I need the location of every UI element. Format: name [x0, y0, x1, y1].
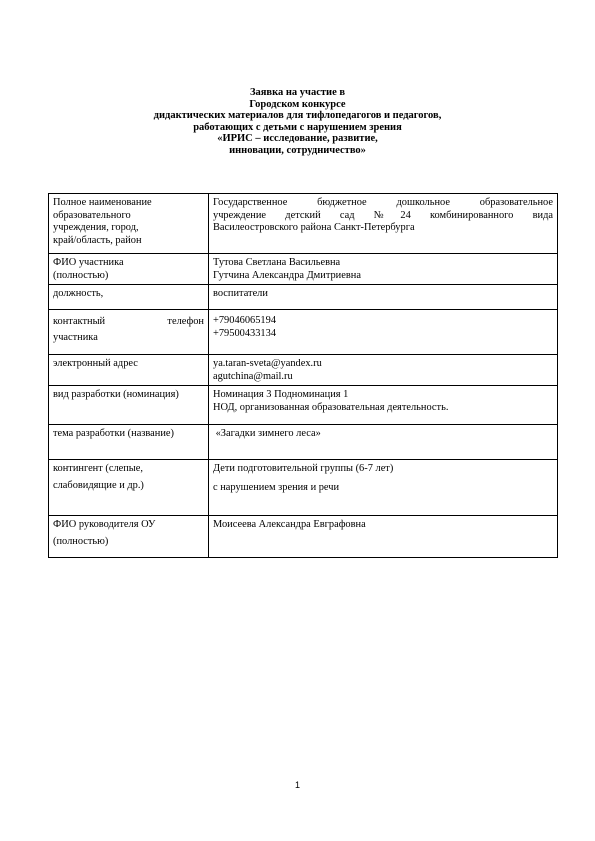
participant-name-value-line: Тутова Светлана Васильевна	[213, 257, 341, 268]
phone-value	[209, 310, 558, 355]
institution-label-line: образовательного	[53, 209, 131, 221]
topic-label-line: тема разработки (название)	[53, 428, 174, 440]
title-line-2: Городском конкурсе	[249, 98, 346, 110]
institution-label	[49, 194, 209, 254]
director-label-line: ФИО руководителя ОУ	[53, 519, 156, 531]
title-line-3: дидактических материалов для тифлопедагогов и педагогов,	[153, 110, 442, 122]
title-line-1: Заявка на участие в	[249, 87, 346, 98]
institution-value-line: Василеостровского района Санкт-Петербурга	[213, 222, 415, 234]
participant-name-label-line: ФИО участника	[53, 257, 124, 268]
row-topic	[49, 425, 558, 460]
title-line-5: «ИРИС – исследование, развитие,	[217, 133, 378, 145]
contingent-value-line: Дети подготовительной группы (6-7 лет)	[213, 463, 394, 475]
application-form-table	[48, 193, 558, 558]
row-contingent	[49, 460, 558, 516]
participant-name-value-line: Гутчина Александра Дмитриевна	[213, 269, 361, 281]
phone-label	[49, 310, 209, 355]
row-institution	[49, 194, 558, 254]
phone-label-line: участника	[53, 331, 98, 343]
director-label	[49, 516, 209, 558]
topic-label	[49, 425, 209, 460]
title-line-4: работающих с детьми с нарушением зрения	[193, 121, 402, 133]
institution-label-line: Полное наименование	[53, 197, 152, 208]
email-value	[209, 355, 558, 386]
institution-value	[209, 194, 558, 254]
nomination-value	[209, 386, 558, 425]
topic-value-line: «Загадки зимнего леса»	[213, 428, 321, 440]
contingent-label-line: слабовидящие и др.)	[53, 479, 144, 491]
phone-value-line: +79046065194	[213, 315, 277, 327]
email-value-line: ya.taran-sveta@yandex.ru	[213, 358, 322, 370]
row-director	[49, 516, 558, 558]
contingent-value-line: с нарушением зрения и речи	[213, 481, 340, 493]
contingent-label-line: контингент (слепые,	[53, 463, 143, 475]
row-participant-name	[49, 254, 558, 285]
director-value	[209, 516, 558, 558]
contingent-value	[209, 460, 558, 516]
participant-name-value	[209, 254, 558, 285]
participant-name-label-line: (полностью)	[53, 269, 109, 281]
director-value-line: Моисеева Александра Евграфовна	[213, 519, 366, 531]
phone-label-line: контактный телефон	[53, 316, 204, 328]
participant-name-label	[49, 254, 209, 285]
position-label-line: должность,	[53, 288, 104, 300]
nomination-label-line: вид разработки (номинация)	[53, 389, 179, 401]
email-value-line: agutchina@mail.ru	[213, 370, 293, 382]
nomination-value-line: Номинация 3 Подноминация 1	[213, 389, 349, 401]
position-label	[49, 285, 209, 310]
institution-value-line: учреждение детский сад №24 комбинированного вида	[213, 209, 553, 221]
director-label-line: (полностью)	[53, 535, 109, 547]
institution-label-line: учреждения, город,	[53, 222, 139, 234]
row-email	[49, 355, 558, 386]
topic-value	[209, 425, 558, 460]
page-number: 1	[294, 780, 300, 790]
row-phone	[49, 310, 558, 355]
position-value-line: воспитатели	[213, 288, 268, 300]
nomination-value-line: НОД, организованная образовательная деятельность.	[213, 401, 449, 413]
institution-label-line: край/область, район	[53, 234, 142, 246]
contingent-label	[49, 460, 209, 516]
institution-value-line: Государственное бюджетное дошкольное образовательное	[213, 197, 553, 208]
row-position	[49, 285, 558, 310]
email-label	[49, 355, 209, 386]
title-line-6: инновации, сотрудничество»	[229, 144, 366, 156]
row-nomination	[49, 386, 558, 425]
position-value	[209, 285, 558, 310]
phone-value-line: +79500433134	[213, 327, 277, 339]
email-label-line: электронный адрес	[53, 358, 138, 370]
application-title	[0, 87, 595, 157]
nomination-label	[49, 386, 209, 425]
